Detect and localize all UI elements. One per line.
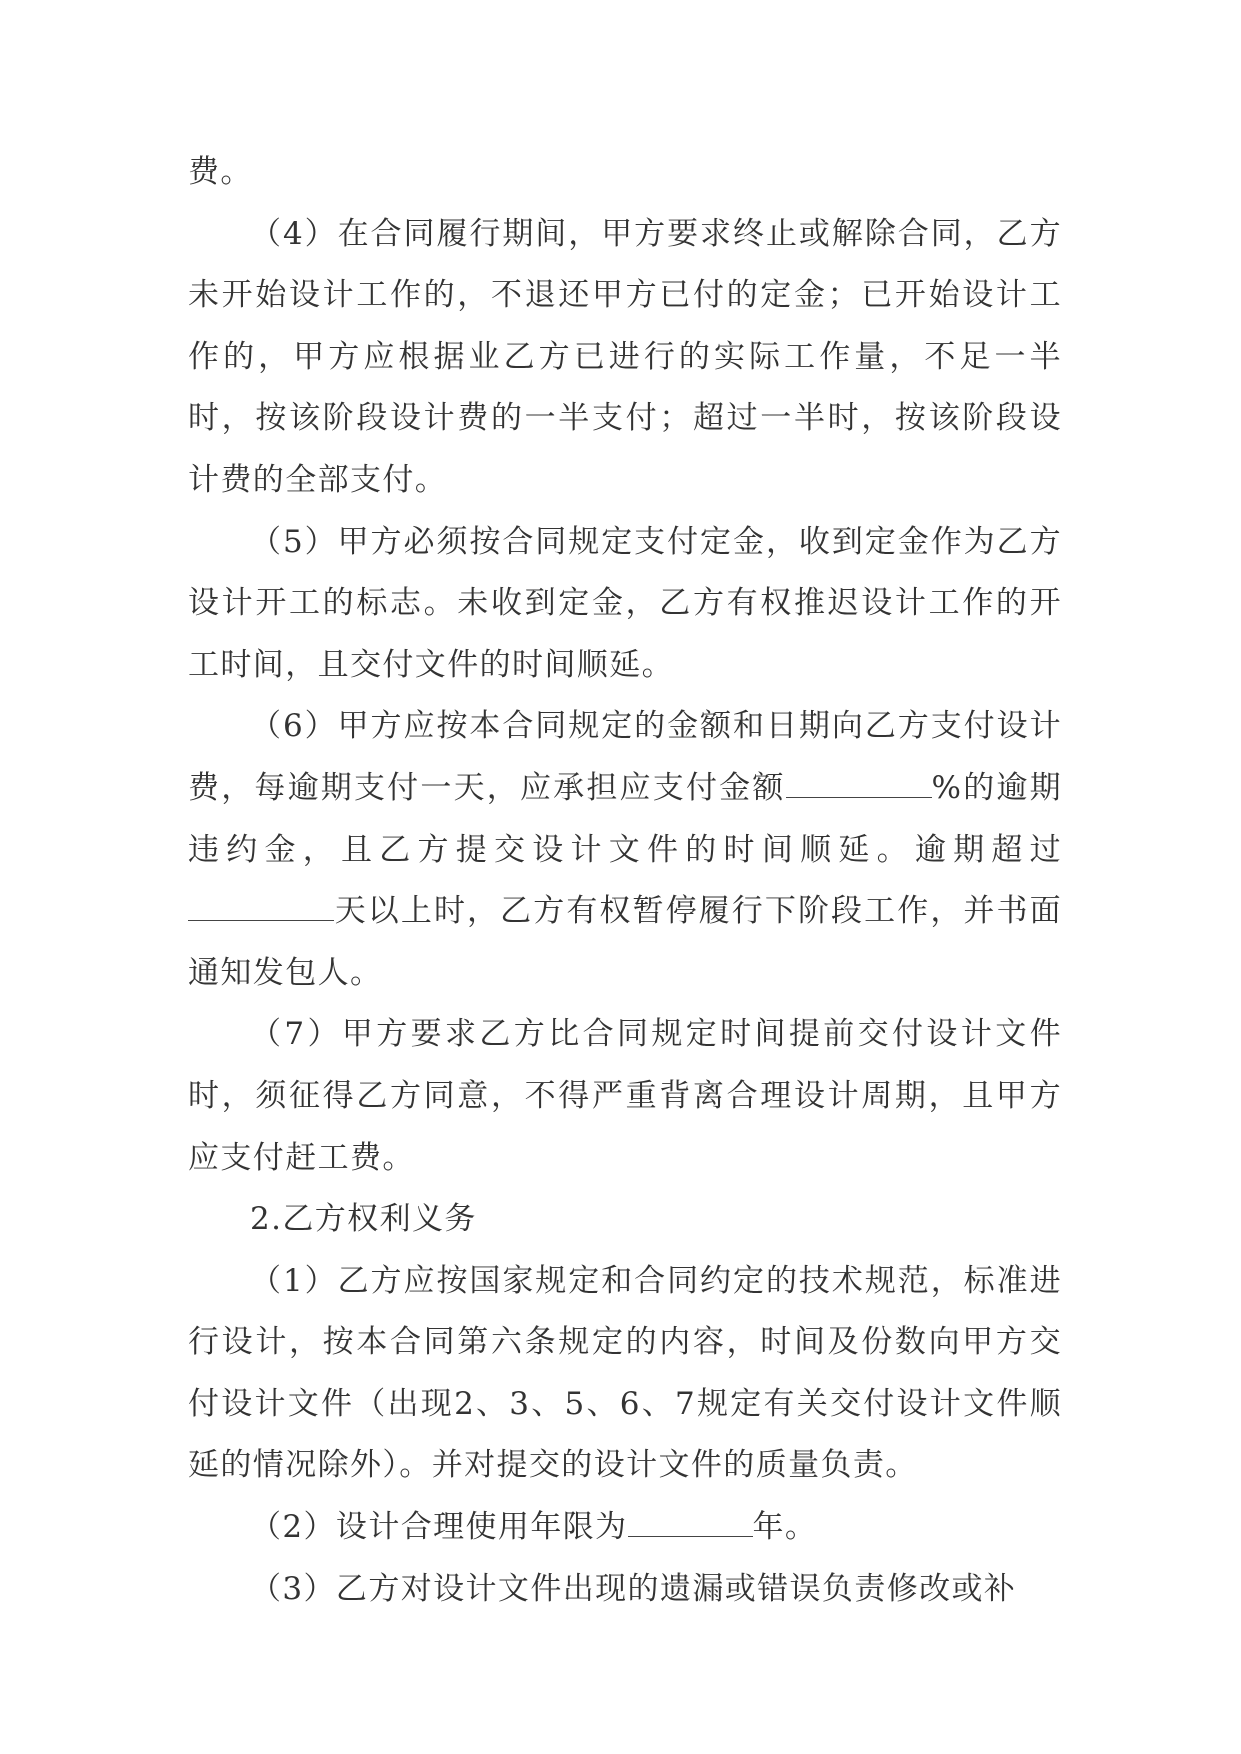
party-b-clause-2 [188, 1497, 1062, 1559]
clause-6-text-b: %的逾期违约金，且乙方提交设计文件的时间顺延。逾期超过 [188, 769, 1062, 868]
party-b-clause-1: （1）乙方应按国家规定和合同约定的技术规范，标准进行设计，按本合同第六条规定的内容，时间及份数向甲方交付设计文件（出现2、3、5、6、7规定有关交付设计文件顺延的情况除外）。并对提交的设计文件的质量负责。 [188, 1262, 1062, 1484]
clause-6-late-payment [188, 696, 1062, 1004]
continuation-text: 费。 [188, 154, 253, 190]
clause-5-deposit: （5）甲方必须按合同规定支付定金，收到定金作为乙方设计开工的标志。未收到定金，乙方有权推迟设计工作的开工时间，且交付文件的时间顺延。 [188, 523, 1062, 683]
section-heading-party-b: 2.乙方权利义务 [250, 1201, 477, 1238]
clause-7-early-delivery: （7）甲方要求乙方比合同规定时间提前交付设计文件时，须征得乙方同意，不得严重背离合理设计周期，且甲方应支付赶工费。 [188, 1016, 1062, 1176]
document-page [188, 142, 1062, 1620]
penalty-rate-blank [786, 767, 932, 798]
overdue-days-blank [188, 890, 334, 921]
party-b-clause-3: （3）乙方对设计文件出现的遗漏或错误负责修改或补 [250, 1570, 1017, 1607]
service-life-blank [628, 1506, 753, 1537]
clause-6-text-c: 天以上时，乙方有权暂停履行下阶段工作，并书面通知发包人。 [188, 893, 1062, 991]
clause-2-text-a: （2）设计合理使用年限为 [250, 1509, 628, 1546]
clause-6-text-a: （6）甲方应按本合同规定的金额和日期向乙方支付设计费，每逾期支付一天，应承担应支付金额 [188, 708, 1062, 806]
clause-2-text-b: 年。 [752, 1509, 818, 1546]
clause-4-termination: （4）在合同履行期间，甲方要求终止或解除合同，乙方未开始设计工作的，不退还甲方已付的定金；已开始设计工作的，甲方应根据业乙方已进行的实际工作量，不足一半时，按该阶段设计费的一半支付；超过一半时，按该阶段设计费的全部支付。 [188, 215, 1062, 498]
